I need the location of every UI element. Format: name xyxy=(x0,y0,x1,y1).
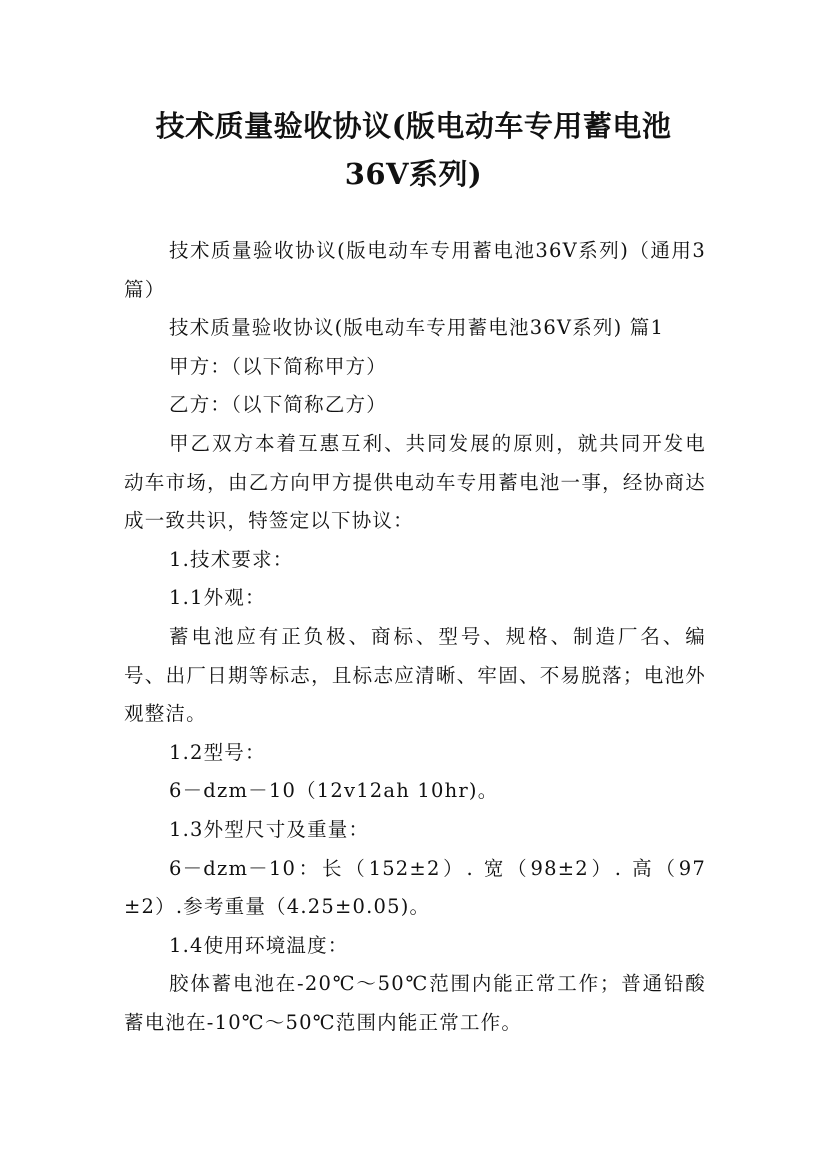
paragraph-section-1-4: 1.4使用环境温度： xyxy=(169,933,349,957)
paragraph-temperature: 胶体蓄电池在-20℃～50℃范围内能正常工作；普通铅酸蓄电池在-10℃～50℃范围内能正常工作。 xyxy=(124,972,706,1034)
paragraph-section-1: 1.技术要求： xyxy=(169,547,294,571)
title-line-2: 36V系列) xyxy=(344,157,483,191)
paragraph-section-1-1: 1.1外观： xyxy=(169,586,266,610)
paragraph-section-1-3: 1.3外型尺寸及重量： xyxy=(169,817,370,841)
paragraph-appearance: 蓄电池应有正负极、商标、型号、规格、制造厂名、编号、出厂日期等标志，且标志应清晰、牢固、不易脱落；电池外观整洁。 xyxy=(124,624,706,726)
title-line-1: 技术质量验收协议(版电动车专用蓄电池 xyxy=(155,109,672,143)
paragraph-model: 6－dzm－10（12v12ah 10hr)。 xyxy=(169,779,499,803)
paragraph-subtitle: 技术质量验收协议(版电动车专用蓄电池36V系列)（通用3篇） xyxy=(124,239,706,301)
document-title xyxy=(60,102,767,198)
paragraph-dimensions: 6－dzm－10：长（152±2）. 宽（98±2）. 高（97±2）.参考重量（4.25±0.05)。 xyxy=(124,856,706,919)
paragraph-preamble: 甲乙双方本着互惠互利、共同发展的原则，就共同开发电动车市场，由乙方向甲方提供电动车专用蓄电池一事，经协商达成一致共识，特签定以下协议： xyxy=(124,431,706,533)
paragraph-party-a: 甲方：（以下简称甲方） xyxy=(169,354,387,378)
paragraph-section-1-2: 1.2型号： xyxy=(169,740,266,764)
document-body xyxy=(124,232,706,1042)
paragraph-party-b: 乙方：（以下简称乙方） xyxy=(169,393,387,417)
paragraph-part-heading: 技术质量验收协议(版电动车专用蓄电池36V系列) 篇1 xyxy=(169,316,665,340)
